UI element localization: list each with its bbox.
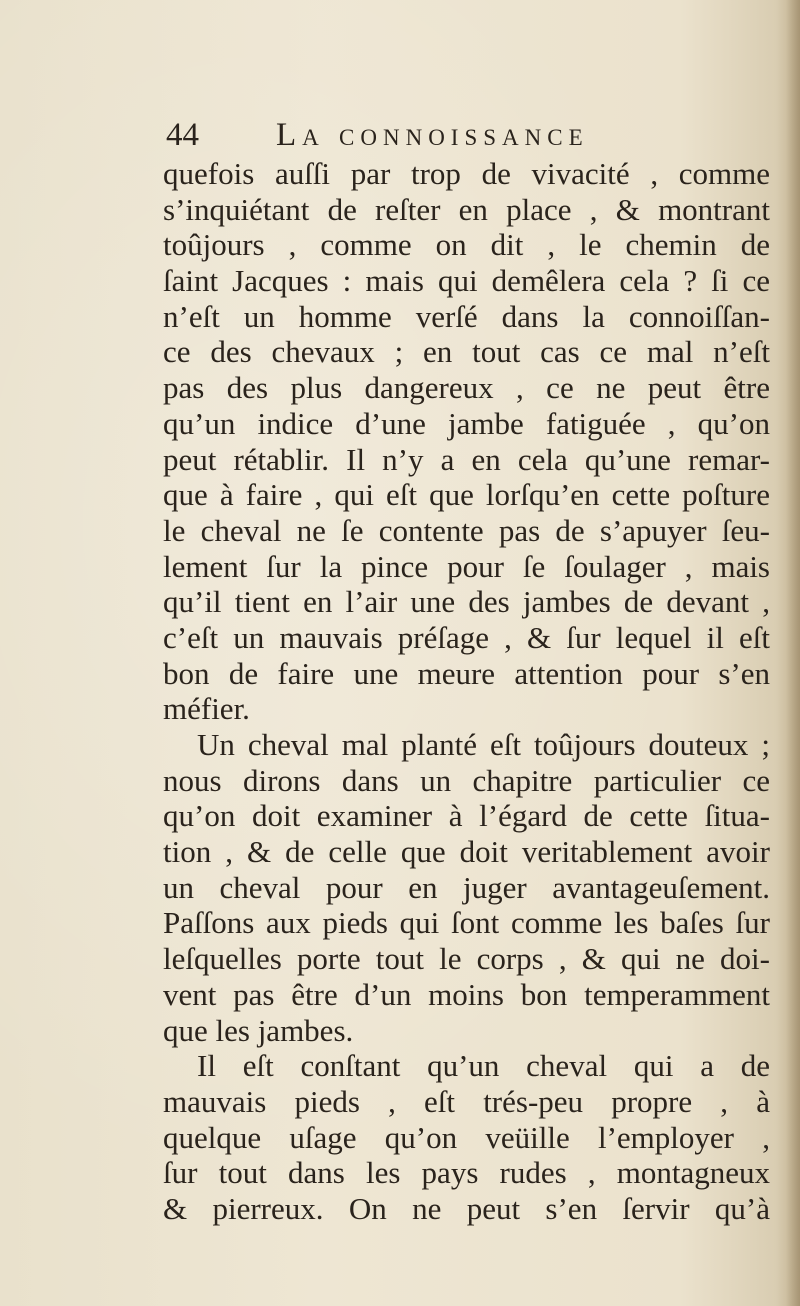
text-line: leſquelles porte tout le corps , & qui ne doi- <box>163 941 770 977</box>
text-line: Un cheval mal planté eſt toûjours douteux ; <box>197 727 770 762</box>
text-line: Il eſt conſtant qu’un cheval qui a de <box>197 1048 770 1084</box>
text-line: mauvais pieds , eſt trés-peu propre , à <box>163 1083 770 1119</box>
text-line: quefois auſſi par trop de vivacité , comme <box>163 156 770 191</box>
body-text <box>163 156 770 1227</box>
text-line: qu’il tient en l’air une des jambes de devant , <box>163 584 770 620</box>
text-line: un cheval pour en juger avantageuſement. <box>163 869 770 905</box>
text-line: ce des chevaux ; en tout cas ce mal n’eſt <box>163 334 770 370</box>
text-line: qu’on doit examiner à l’égard de cette ſitua- <box>163 798 770 834</box>
text-line: pas des plus dangereux , ce ne peut être <box>163 370 770 406</box>
text-line: s’inquiétant de reſter en place , & montrant <box>163 191 770 227</box>
text-line: c’eſt un mauvais préſage , & ſur lequel il eſt <box>163 619 770 655</box>
text-line: peut rétablir. Il n’y a en cela qu’une remar- <box>163 441 770 477</box>
text-line: n’eſt un homme verſé dans la connoiſſan- <box>163 298 770 334</box>
text-line: méfier. <box>163 691 250 727</box>
text-line: lement ſur la pince pour ſe ſoulager , mais <box>163 548 770 584</box>
text-line: que les jambes. <box>163 1012 354 1048</box>
text-line: quelque uſage qu’on veüille l’employer , <box>163 1119 770 1155</box>
text-line: que à faire , qui eſt que lorſqu’en cette poſture <box>163 477 770 513</box>
page-edge-shadow <box>786 0 800 1306</box>
text-line: nous dirons dans un chapitre particulier ce <box>163 762 770 798</box>
text-line: & pierreux. On ne peut s’en ſervir qu’à <box>163 1190 770 1226</box>
text-line: ſaint Jacques : mais qui demêlera cela ? ſi ce <box>163 263 770 299</box>
text-line: bon de faire une meure attention pour s’en <box>163 655 770 691</box>
text-line: qu’un indice d’une jambe fatiguée , qu’on <box>163 405 770 441</box>
text-line: le cheval ne ſe contente pas de s’apuyer ſeu- <box>163 512 770 548</box>
text-line: tion , & de celle que doit veritablement avoir <box>163 834 770 870</box>
text-line: toûjours , comme on dit , le chemin de <box>163 227 770 263</box>
text-line: ſur tout dans les pays rudes , montagneux <box>163 1155 770 1191</box>
text-line: Paſſons aux pieds qui ſont comme les baſes ſur <box>163 905 770 941</box>
running-head <box>166 112 766 158</box>
running-title: La connoissance <box>276 117 589 153</box>
page-number: 44 <box>166 117 199 153</box>
text-line: vent pas être d’un moins bon temperamment <box>163 976 770 1012</box>
